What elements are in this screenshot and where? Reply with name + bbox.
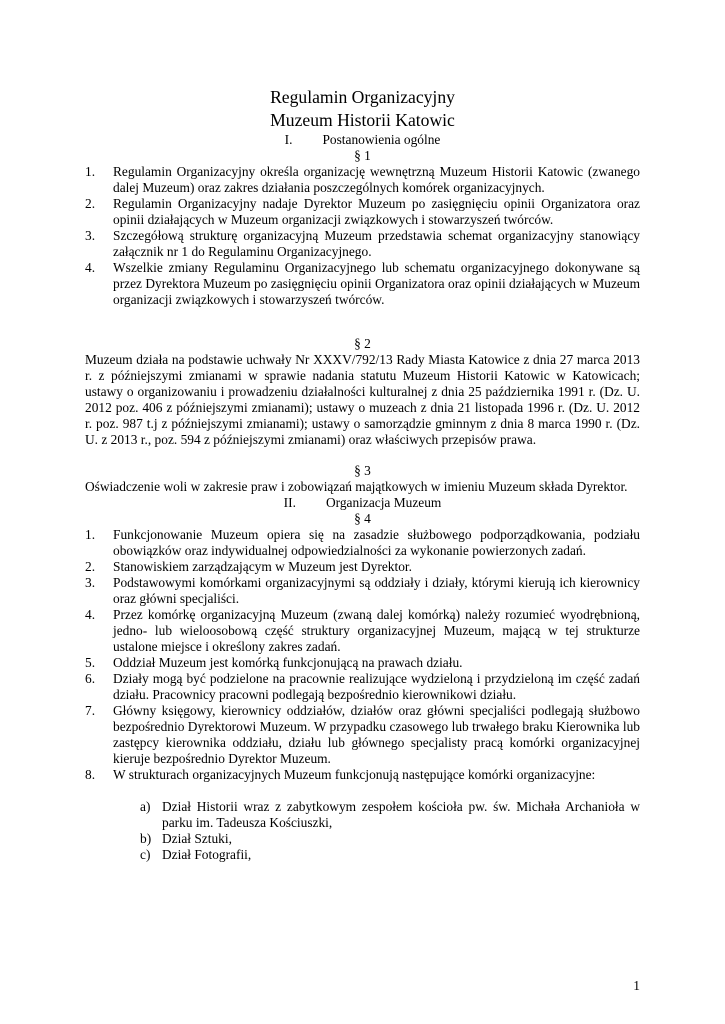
list-item (85, 559, 640, 575)
list-item-marker: 3. (85, 575, 96, 590)
section-i-numeral: I. (284, 132, 293, 147)
list-item-marker: 2. (85, 559, 96, 574)
document-title-line1: Regulamin Organizacyjny (270, 87, 455, 107)
list-item (85, 260, 640, 308)
list-item-text: Podstawowymi komórkami organizacyjnymi są oddziały i działy, którymi kierują ich kierownicy oraz główni specjaliści. (113, 575, 640, 606)
sublist-item (140, 799, 640, 831)
list-item (85, 703, 640, 767)
paragraph-3-text: Oświadczenie woli w zakresie praw i zobowiązań majątkowych w imieniu Muzeum składa Dyrektor. (85, 479, 628, 494)
paragraph-symbol-2: § 2 (354, 336, 371, 351)
list-item-text: Przez komórkę organizacyjną Muzeum (zwaną dalej komórką) należy rozumieć wyodrębnioną, jedno- lub wieloosobową część struktury organizacyjnej Muzeum, mającą w tej strukturze ustalone miejsce i określony zakres zadań. (113, 607, 640, 654)
list-item-text: Działy mogą być podzielone na pracownie realizujące wydzieloną i przydzieloną im część zadań działu. Pracownicy pracowni podlegają bezpośrednio kierownikowi działu. (113, 671, 640, 702)
list-item-text: Funkcjonowanie Muzeum opiera się na zasadzie służbowego podporządkowania, podziału obowiązków oraz indywidualnej odpowiedzialności za wykonanie powierzonych zadań. (113, 527, 640, 558)
section-ii-numeral: II. (283, 495, 296, 510)
list-item (85, 196, 640, 228)
list-item-text: Wszelkie zmiany Regulaminu Organizacyjnego lub schematu organizacyjnego dokonywane są przez Dyrektora Muzeum po zasięgnięciu opinii Organizatora oraz opinii działających w Muzeum organizacji związkowych i stowarzyszeń twórców. (113, 260, 640, 307)
paragraph-2-text: Muzeum działa na podstawie uchwały Nr XXXV/792/13 Rady Miasta Katowice z dnia 27 marca 2013 r. z późniejszymi zmianami w sprawie nadania statutu Muzeum Historii Katowic w Katowicach; ustawy o organizowaniu i prowadzeniu działalności kulturalnej z dnia 25 października 1991 r. (Dz. U. 2012 poz. 406 z późniejszymi zmianami); ustawy o muzeach z dnia 21 listopada 1996 r. (Dz. U. 2012 r. poz. 987 t.j z późniejszymi zmianami); ustawy o samorządzie gminnym z dnia 8 marca 1990 r. (Dz. U. z 2013 r., poz. 594 z późniejszymi zmianami) oraz właściwych przepisów prawa. (85, 352, 640, 447)
sublist-item (140, 847, 640, 863)
list-item-marker: 8. (85, 767, 96, 782)
sublist-item-marker: b) (140, 831, 152, 846)
sublist-item-marker: a) (140, 799, 151, 814)
list-item-marker: 4. (85, 260, 96, 275)
sublist-item-text: Dział Historii wraz z zabytkowym zespołem kościoła pw. św. Michała Archanioła w parku im. Tadeusza Kościuszki, (162, 799, 640, 830)
paragraph-symbol-4: § 4 (354, 511, 371, 526)
sublist-item-marker: c) (140, 847, 151, 862)
list-item-text: Główny księgowy, kierownicy oddziałów, działów oraz główni specjaliści podlegają służbowo bezpośrednio Dyrektorowi Muzeum. W przypadku czasowego lub trwałego braku Kierownika lub zastępcy kierownika oddziału, działu lub głównego specjalisty pracą komórki organizacyjnej kieruje bezpośrednio Dyrektor Muzeum. (113, 703, 640, 766)
page-number: 1 (633, 978, 640, 993)
section-ii-heading (85, 495, 640, 511)
document-title-line2: Muzeum Historii Katowic (270, 110, 455, 130)
list-item (85, 767, 640, 783)
sublist-item-text: Dział Fotografii, (162, 847, 252, 862)
sublist-item (140, 831, 640, 847)
sublist-item-text: Dział Sztuki, (162, 831, 232, 846)
section-ii-title: Organizacja Muzeum (325, 495, 442, 510)
list-item-text: Regulamin Organizacyjny określa organizację wewnętrzną Muzeum Historii Katowic (zwanego dalej Muzeum) oraz zakres działania poszczególnych komórek organizacyjnych. (113, 164, 640, 195)
list-item-marker: 2. (85, 196, 96, 211)
list-item-marker: 1. (85, 164, 96, 179)
list-item-marker: 7. (85, 703, 96, 718)
list-item-marker: 6. (85, 671, 96, 686)
list-item (85, 607, 640, 655)
list-item-marker: 3. (85, 228, 96, 243)
paragraph-symbol-3: § 3 (354, 463, 371, 478)
list-item (85, 164, 640, 196)
list-item-text: Szczegółową strukturę organizacyjną Muzeum przedstawia schemat organizacyjny stanowiący załącznik nr 1 do Regulaminu Organizacyjnego. (113, 228, 640, 259)
list-item-text: W strukturach organizacyjnych Muzeum funkcjonują następujące komórki organizacyjne: (113, 767, 596, 782)
ordered-list-section-i (85, 164, 640, 308)
list-item (85, 671, 640, 703)
list-item (85, 655, 640, 671)
list-item-marker: 5. (85, 655, 96, 670)
list-item-marker: 4. (85, 607, 96, 622)
section-i-title: Postanowienia ogólne (322, 132, 441, 147)
ordered-list-section-ii (85, 527, 640, 783)
paragraph-symbol-1: § 1 (354, 148, 371, 163)
list-item (85, 575, 640, 607)
list-item-text: Stanowiskiem zarządzającym w Muzeum jest Dyrektor. (113, 559, 412, 574)
list-item (85, 228, 640, 260)
list-item (85, 527, 640, 559)
list-item-text: Oddział Muzeum jest komórką funkcjonującą na prawach działu. (113, 655, 463, 670)
list-item-text: Regulamin Organizacyjny nadaje Dyrektor Muzeum po zasięgnięciu opinii Organizatora oraz opinii działających w Muzeum organizacji związkowych i stowarzyszeń twórców. (113, 196, 640, 227)
list-item-marker: 1. (85, 527, 96, 542)
section-i-heading (85, 132, 640, 148)
lettered-sublist (140, 799, 640, 863)
